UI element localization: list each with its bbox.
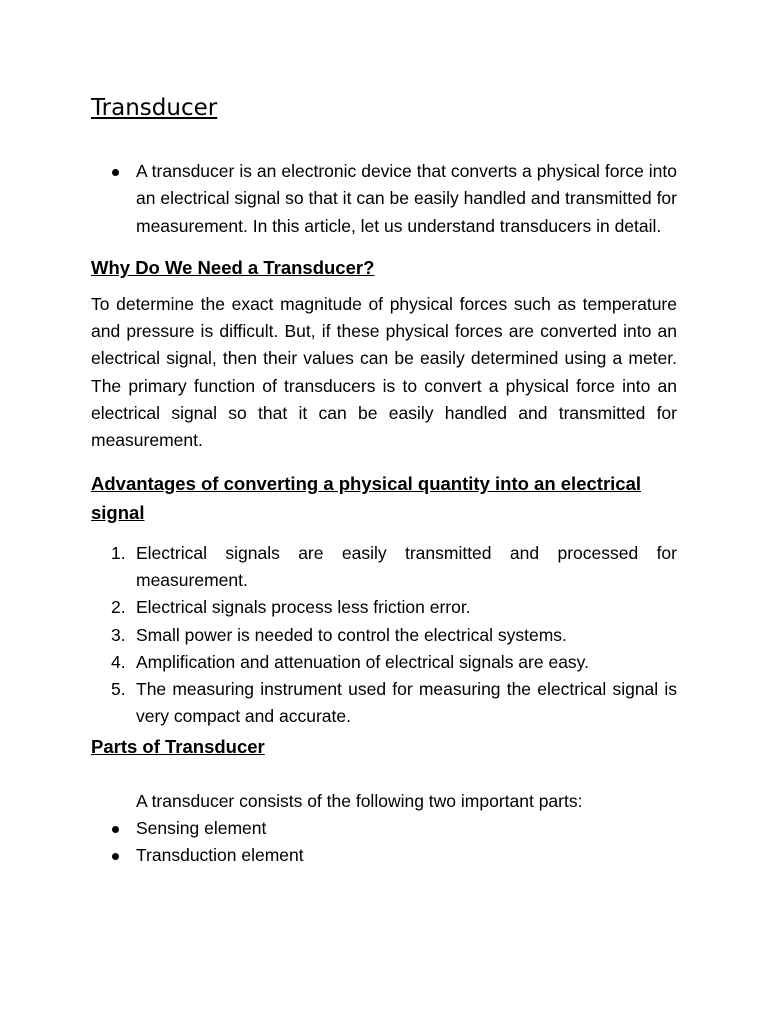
parts-bullet-item <box>91 815 677 842</box>
intro-bullet-item <box>91 158 677 240</box>
section-heading-advantages: Advantages of converting a physical quantity into an electrical signal <box>91 472 641 523</box>
list-item <box>91 622 677 649</box>
parts-bullet-item <box>91 842 677 869</box>
list-item <box>91 540 677 595</box>
list-item <box>91 594 677 621</box>
bullet-icon <box>112 169 119 176</box>
intro-bullet-list <box>91 158 677 240</box>
bullet-icon <box>112 826 119 833</box>
advantages-list <box>91 540 677 731</box>
list-number: 3. <box>111 624 126 645</box>
list-item-text: Electrical signals are easily transmitted and processed for measurement. <box>136 542 677 590</box>
parts-bullet-text: Sensing element <box>136 818 267 839</box>
list-item <box>91 649 677 676</box>
section-heading-why: Why Do We Need a Transducer? <box>91 256 375 278</box>
section-heading-parts: Parts of Transducer <box>91 735 265 757</box>
why-paragraph: To determine the exact magnitude of physical forces such as temperature and pressure is difficult. But, if these physical forces are converted into an electrical signal, then their values can be easily determined using a meter. The primary function of transducers is to convert a physical force into an electrical signal so that it can be easily handled and transmitted for measurement. <box>91 293 677 451</box>
bullet-icon <box>112 853 119 860</box>
parts-bullet-text: Transduction element <box>136 845 304 866</box>
parts-bullet-list <box>91 815 677 870</box>
list-number: 2. <box>111 597 126 618</box>
list-item-text: Amplification and attenuation of electrical signals are easy. <box>136 651 589 672</box>
list-number: 5. <box>111 679 126 700</box>
document-page <box>91 94 677 870</box>
intro-bullet-text: A transducer is an electronic device that converts a physical force into an electrical signal so that it can be easily handled and transmitted for measurement. In this article, let us understand transducers in detail. <box>136 161 677 236</box>
list-item <box>91 676 677 731</box>
document-title: Transducer <box>91 95 218 121</box>
list-number: 4. <box>111 651 126 672</box>
list-item-text: Small power is needed to control the electrical systems. <box>136 624 567 645</box>
list-item-text: Electrical signals process less friction error. <box>136 597 471 618</box>
parts-intro: A transducer consists of the following two important parts: <box>136 790 583 811</box>
list-number: 1. <box>111 542 126 563</box>
list-item-text: The measuring instrument used for measuring the electrical signal is very compact and accurate. <box>136 679 677 727</box>
